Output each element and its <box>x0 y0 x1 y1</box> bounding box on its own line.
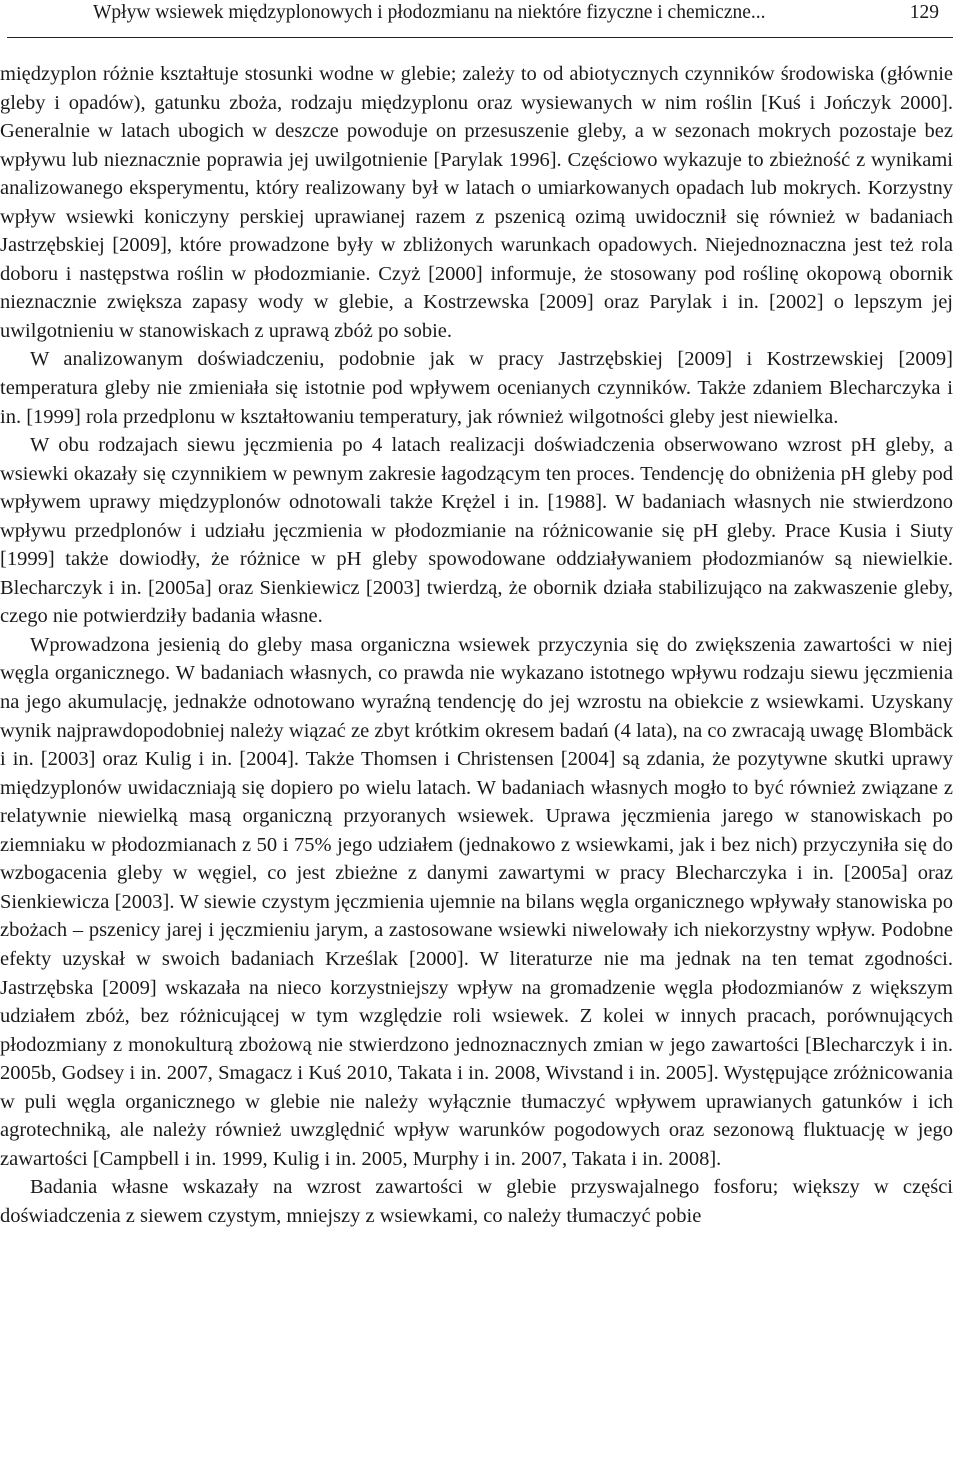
running-title: Wpływ wsiewek międzyplonowych i płodozmianu na niektóre fizyczne i chemiczne... <box>93 2 766 23</box>
paragraph-2: W analizowanym doświadczeniu, podobnie jak w pracy Jastrzębskiej [2009] i Kostrzewskiej [2009] temperatura gleby nie zmieniała się istotnie pod wpływem ocenianych czynników. Także zdaniem Blecharczyka i in. [1999] rola przedplonu w kształtowaniu temperatury, jak również wilgotności gleby jest niewielka. <box>0 348 953 428</box>
paragraph-4: Wprowadzona jesienią do gleby masa organiczna wsiewek przyczynia się do zwiększenia zawartości w niej węgla organicznego. W badaniach własnych, co prawda nie wykazano istotnego wpływu rodzaju siewu jęczmienia na jego akumulację, jednakże odnotowano wyraźną tendencję do jej wzrostu na obiekcie z wsiewkami. Uzyskany wynik najprawdopodobniej należy wiązać ze zbyt krótkim okresem badań (4 lata), na co zwracają uwagę Blombäck i in. [2003] oraz Kulig i in. [2004]. Także Thomsen i Christensen [2004] są zdania, że pozytywne skutki uprawy międzyplonów uwidaczniają się dopiero po wielu latach. W badaniach własnych mogło to być również związane z relatywnie niewielką masą organiczną przyoranych wsiewek. Uprawa jęczmienia jarego w stanowiskach po ziemniaku w płodozmianach z 50 i 75% jego udziałem (jednakowo z wsiewkami, jak i bez nich) przyczyniła się do wzbogacenia gleby w węgiel, co jest zbieżne z danymi zawartymi w pracy Blecharczyka i in. [2005a] oraz Sienkiewicza [2003]. W siewie czystym jęczmienia ujemnie na bilans węgla organicznego wpływały stanowiska po zbożach – pszenicy jarej i jęczmieniu jarym, a zastosowane wsiewki niwelowały ich niekorzystny wpływ. Podobne efekty uzyskał w swoich badaniach Krześlak [2000]. W literaturze nie ma jednak na ten temat zgodności. Jastrzębska [2009] wskazała na nieco korzystniejszy wpływ na gromadzenie węgla płodozmianów z większym udziałem zbóż, bez różnicującej w tym względzie roli wsiewek. Z kolei w innych pracach, porównujących płodozmiany z monokulturą zbożową nie stwierdzono jednoznacznych zmian w jego zawartości [Blecharczyk i in. 2005b, Godsey i in. 2007, Smagacz i Kuś 2010, Takata i in. 2008, Wivstand i in. 2005]. Występujące zróżnicowania w puli węgla organicznego w glebie nie należy wyłącznie tłumaczyć wpływem uprawianych gatunków i ich agrotechniką, ale należy również uwzględnić wpływ warunków pogodowych oraz sezonową fluktuację w jego zawartości [Campbell i in. 1999, Kulig i in. 2005, Murphy i in. 2007, Takata i in. 2008]. <box>0 633 953 1170</box>
paragraph-1: międzyplon różnie kształtuje stosunki wodne w glebie; zależy to od abiotycznych czynników środowiska (głównie gleby i opadów), gatunku zboża, rodzaju międzyplonu oraz wysiewanych w nim roślin [Kuś i Jończyk 2000]. Generalnie w latach ubogich w deszcze powoduje on przesuszenie gleby, a w sezonach mokrych pozostaje bez wpływu lub nieznacznie poprawia jej uwilgotnienie [Parylak 1996]. Częściowo wykazuje to zbieżność z wynikami analizowanego eksperymentu, który realizowany był w latach o umiarkowanych opadach lub mokrych. Korzystny wpływ wsiewki koniczyny perskiej uprawianej razem z pszenicą ozimą uwidocznił się również w badaniach Jastrzębskiej [2009], które prowadzone były w zbliżonych warunkach opadowych. Niejednoznaczna jest też rola doboru i następstwa roślin w płodozmianie. Czyż [2000] informuje, że stosowany pod roślinę okopową obornik nieznacznie zwiększa zapasy wody w glebie, a Kostrzewska [2009] oraz Parylak i in. [2002] o lepszym jej uwilgotnieniu w stanowiskach z uprawą zbóż po sobie. <box>0 63 953 342</box>
paragraph-3: W obu rodzajach siewu jęczmienia po 4 latach realizacji doświadczenia obserwowano wzrost pH gleby, a wsiewki okazały się czynnikiem w pewnym zakresie łagodzącym ten proces. Tendencję do obniżenia pH gleby pod wpływem uprawy międzyplonów odnotowali także Krężel i in. [1988]. W badaniach własnych nie stwierdzono wpływu przedplonów i udziału jęczmienia w płodozmianie na różnicowanie się pH gleby. Prace Kusia i Siuty [1999] także dowiodły, że różnice w pH gleby spowodowane oddziaływaniem płodozmianów są niewielkie. Blecharczyk i in. [2005a] oraz Sienkiewicz [2003] twierdzą, że obornik działa stabilizująco na zakwaszenie gleby, czego nie potwierdziły badania własne. <box>0 434 953 628</box>
running-header <box>7 0 953 38</box>
paragraph-5: Badania własne wskazały na wzrost zawartości w glebie przyswajalnego fosforu; większy w części doświadczenia z siewem czystym, mniejszy z wsiewkami, co należy tłumaczyć pobie <box>0 1176 953 1227</box>
body-text <box>0 60 953 1230</box>
page-number: 129 <box>909 2 939 23</box>
